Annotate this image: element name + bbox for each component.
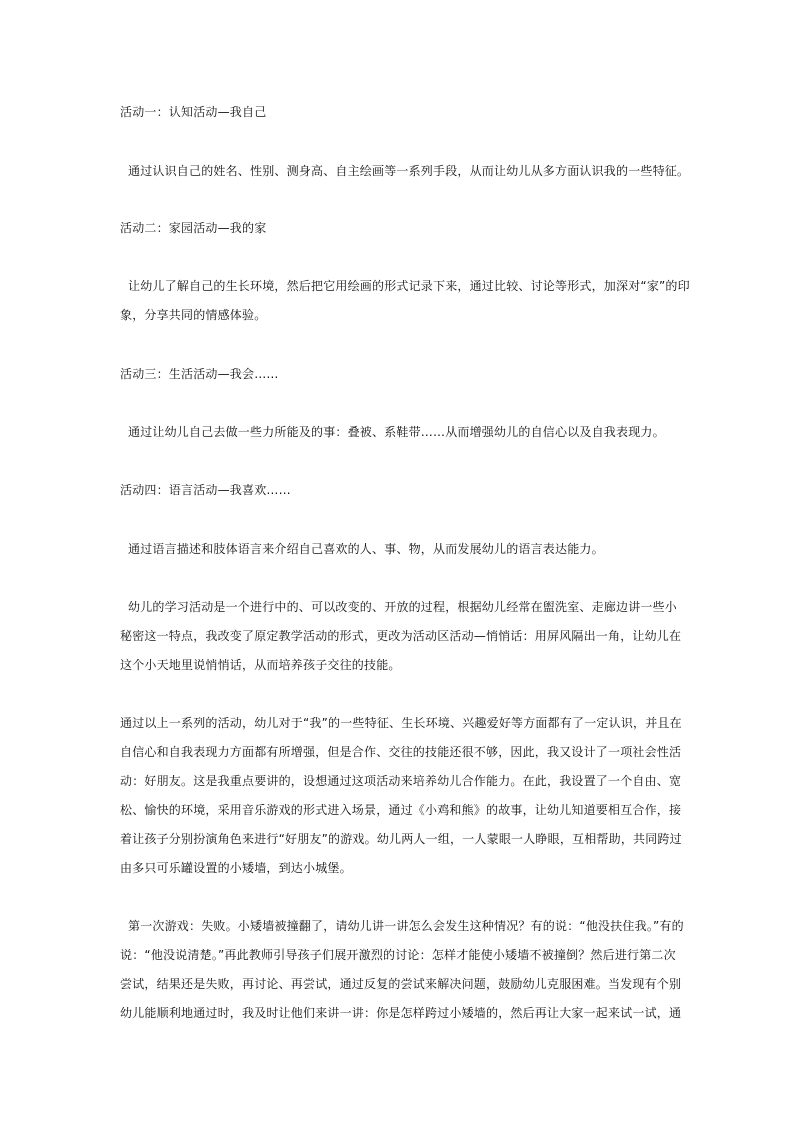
paragraph-learning-line-2: 秘密这一特点，我改变了原定教学活动的形式，更改为活动区活动—悄悄话：用屏风隔出一角，让幼儿在 <box>120 629 682 643</box>
activity-2-description-line-1: 让幼儿了解自己的生长环境，然后把它用绘画的形式记录下来，通过比较、讨论等形式，加深对“家”的印 <box>128 279 690 293</box>
activity-4-description: 通过语言描述和肢体语言来介绍自己喜欢的人、事、物，从而发展幼儿的语言表达能力。 <box>128 542 604 556</box>
activity-4-heading: 活动四：语言活动—我喜欢…… <box>120 483 291 497</box>
paragraph-game-line-1: 第一次游戏：失败。小矮墙被撞翻了，请幼儿讲一讲怎么会发生这种情况？有的说：“他没扶住我。”有的 <box>128 919 684 933</box>
paragraph-game-line-2: 说：“他没说清楚。”再此教师引导孩子们展开激烈的讨论：怎样才能使小矮墙不被撞倒？然后进行第二次 <box>120 948 676 962</box>
activity-1-heading: 活动一：认知活动—我自己 <box>120 105 267 119</box>
paragraph-summary-line-3: 动：好朋友。这是我重点要讲的，设想通过这项活动来培养幼儿合作能力。在此，我设置了一个自由、宽 <box>120 774 682 788</box>
paragraph-summary-line-6: 由多只可乐罐设置的小矮墙，到达小城堡。 <box>120 861 352 875</box>
paragraph-summary-line-4: 松、愉快的环境，采用音乐游戏的形式进入场景，通过《小鸡和熊》的故事，让幼儿知道要相互合作，接 <box>120 803 682 817</box>
paragraph-game-line-3: 尝试，结果还是失败，再讨论、再尝试，通过反复的尝试来解决问题，鼓励幼儿克服困难。当发现有个别 <box>120 977 682 991</box>
paragraph-learning-line-3: 这个小天地里说悄悄话，从而培养孩子交往的技能。 <box>120 658 401 672</box>
paragraph-game-line-4: 幼儿能顺利地通过时，我及时让他们来讲一讲：你是怎样跨过小矮墙的，然后再让大家一起来试一试，通 <box>120 1006 682 1020</box>
paragraph-summary-line-5: 着让孩子分别扮演角色来进行“好朋友”的游戏。幼儿两人一组，一人蒙眼一人睁眼，互相帮助，共同跨过 <box>120 832 682 846</box>
activity-3-heading: 活动三：生活活动—我会…… <box>120 367 279 381</box>
paragraph-summary-line-1: 通过以上一系列的活动，幼儿对于“我”的一些特征、生长环境、兴趣爱好等方面都有了一定认识，并且在 <box>120 716 682 730</box>
activity-3-description: 通过让幼儿自己去做一些力所能及的事：叠被、系鞋带……从而增强幼儿的自信心以及自我表现力。 <box>128 425 665 439</box>
activity-1-description: 通过认识自己的姓名、性别、测身高、自主绘画等一系列手段，从而让幼儿从多方面认识我的一些特征。 <box>128 164 690 178</box>
paragraph-learning-line-1: 幼儿的学习活动是一个进行中的、可以改变的、开放的过程，根据幼儿经常在盥洗室、走廊边讲一些小 <box>128 600 678 614</box>
activity-2-description-line-2: 象，分享共同的情感体验。 <box>120 308 267 322</box>
activity-2-heading: 活动二：家园活动—我的家 <box>120 221 267 235</box>
paragraph-summary-line-2: 自信心和自我表现力方面都有所增强，但是合作、交往的技能还很不够，因此，我又设计了一项社会性活 <box>120 745 682 759</box>
